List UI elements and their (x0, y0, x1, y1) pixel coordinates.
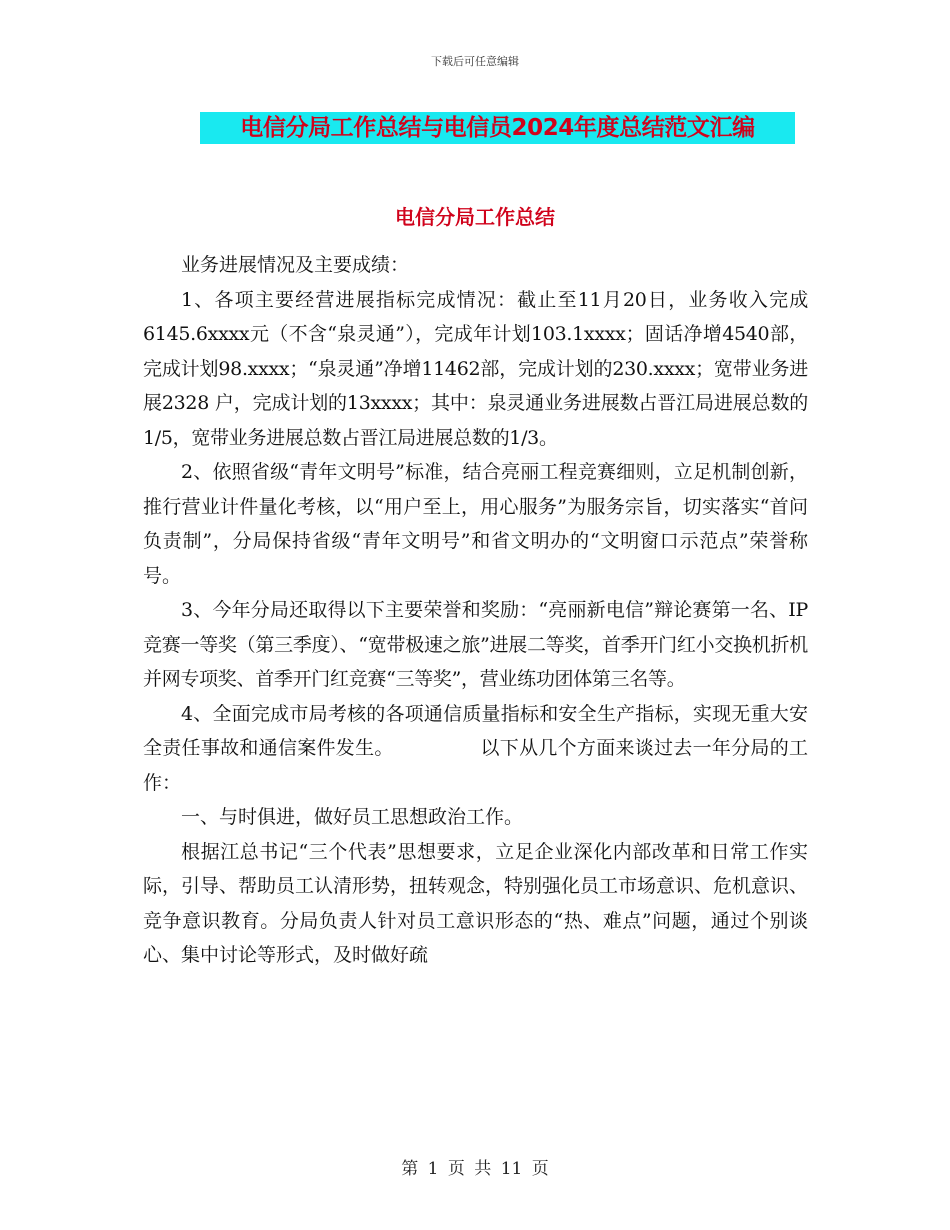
paragraph-intro: 业务进展情况及主要成绩： (181, 254, 410, 276)
section-title: 电信分局工作总结 (395, 205, 555, 229)
document-body (143, 248, 808, 973)
paragraph-4: 4、全面完成市局考核的各项通信质量指标和安全生产指标，实现无重大安全责任事故和通信案件发生。 以下从几个方面来谈过去一年分局的工作： (143, 702, 808, 794)
header-note: 下载后可任意编辑 (431, 55, 519, 68)
paragraph-1: 1、各项主要经营进展指标完成情况：截止至11月20日，业务收入完成6145.6xxxx元（不含“泉灵通”），完成年计划103.1xxxx；固话净增4540部，完成计划98.xxxx；“泉灵通”净增11462部，完成计划的230.xxxx；宽带业务进展2328 户，完成计划的13xxxx；其中：泉灵通业务进展数占晋江局进展总数的1/5，宽带业务进展总数占晋江局进展总数的1/3。 (143, 288, 808, 449)
paragraph-heading-one: 一、与时俱进，做好员工思想政治工作。 (181, 806, 524, 828)
paragraph-5: 根据江总书记“三个代表”思想要求，立足企业深化内部改革和日常工作实际，引导、帮助员工认清形势，扭转观念，特别强化员工市场意识、危机意识、竞争意识教育。分局负责人针对员工意识形态的“热、难点”问题，通过个别谈心、集中讨论等形式，及时做好疏 (143, 840, 809, 966)
document-title: 电信分局工作总结与电信员2024年度总结范文汇编 (200, 112, 795, 144)
page-number: 第 1 页 共 11 页 (401, 1159, 549, 1179)
paragraph-3: 3、今年分局还取得以下主要荣誉和奖励：“亮丽新电信”辩论赛第一名、IP竞赛一等奖（第三季度）、“宽带极速之旅”进展二等奖，首季开门红小交换机折机并网专项奖、首季开门红竞赛“三等奖”，营业练功团体第三名等。 (143, 599, 808, 690)
paragraph-2: 2、依照省级“青年文明号”标准，结合亮丽工程竞赛细则，立足机制创新，推行营业计件量化考核，以“用户至上，用心服务”为服务宗旨，切实落实“首问负责制”，分局保持省级“青年文明号”和省文明办的“文明窗口示范点”荣誉称号。 (143, 461, 808, 587)
